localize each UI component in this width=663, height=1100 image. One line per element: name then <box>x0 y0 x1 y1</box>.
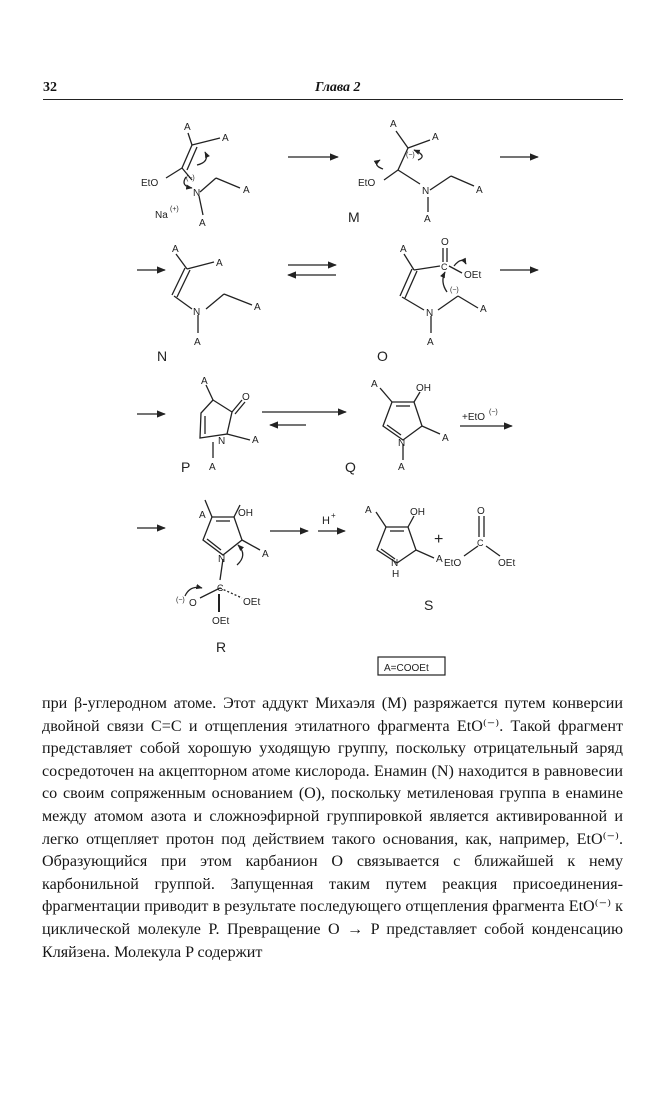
label-P: P <box>181 459 191 475</box>
conjugate-base-O <box>400 248 478 333</box>
atom-OEt: OEt <box>464 270 482 281</box>
atom-A: A <box>442 433 449 444</box>
atom-A: A <box>262 549 269 560</box>
atom-N: N <box>218 554 226 565</box>
atom-OEt: OEt <box>243 597 261 608</box>
label-Q: Q <box>345 459 356 475</box>
atom-A: A <box>194 337 201 348</box>
atom-OEt: OEt <box>498 558 516 569</box>
label-N: N <box>157 348 168 364</box>
atom-A: A <box>436 554 443 565</box>
atom-N: N <box>193 188 201 199</box>
hydroxypyrrole-Q <box>380 388 440 460</box>
atom-A: A <box>216 258 223 269</box>
atom-OH: OH <box>238 508 253 519</box>
atom-A: A <box>424 214 431 225</box>
atom-O: O <box>189 598 197 609</box>
body-text <box>42 693 623 964</box>
atom-A: A <box>427 337 434 348</box>
atom-A: A <box>398 462 405 473</box>
chapter-title: Глава 2 <box>315 80 361 95</box>
atom-Na: Na <box>155 210 168 221</box>
starting-material <box>166 133 240 215</box>
atom-A: A <box>222 133 229 144</box>
atom-A: A <box>432 132 439 143</box>
atom-OEt: OEt <box>212 616 230 627</box>
minus-charge: (−) <box>176 597 185 604</box>
atom-A: A <box>201 376 208 387</box>
atom-O: O <box>242 392 250 403</box>
label-R: R <box>216 639 227 655</box>
legend-text: A=COOEt <box>384 663 429 674</box>
label-O: O <box>377 348 388 364</box>
label-M: M <box>348 209 360 225</box>
atom-OH: OH <box>416 383 431 394</box>
minus-charge: (−) <box>406 152 415 159</box>
atom-A: A <box>400 244 407 255</box>
atom-N: N <box>218 436 226 447</box>
reagent-ethoxide-charge: (−) <box>489 409 498 416</box>
atom-EtO: EtO <box>358 178 376 189</box>
michael-adduct-M <box>377 131 474 212</box>
atom-A: A <box>199 218 206 229</box>
hydroxypyrrole-S <box>376 512 434 563</box>
atom-N: N <box>398 438 406 449</box>
atom-A: A <box>254 302 261 313</box>
atom-A: A <box>252 435 259 446</box>
enamine-N <box>172 254 252 333</box>
atom-N: N <box>426 308 434 319</box>
atom-A: A <box>365 505 372 516</box>
atom-C: C <box>441 262 448 272</box>
reagent-proton-charge: + <box>331 511 336 520</box>
atom-A: A <box>184 122 191 133</box>
atom-A: A <box>243 185 250 196</box>
reagent-proton: H <box>322 515 330 527</box>
atom-C: C <box>477 538 484 548</box>
body-paragraph: при β-углеродном атоме. Этот аддукт Михаэля (M) разряжается путем конверсии двойной связи C=C и отщепления этилатного фрагмента EtO⁽⁻⁾. Такой фрагмент представляет собой хорошую уходящую группу, поскольку отрицательный заряд сосредоточен на акцепторном атоме кислорода. Енамин (N) находится в равновесии со своим сопряженным основанием (O), поскольку метиленовая группа в енамине между атомом азота и сложноэфирной группировкой является активированной и легко отщепляет протон под действием такого основания, как, например, EtO⁽⁻⁾. Образующийся при этом карбанион O связывается с ближайшей к нему карбонильной группой. Запущенная таким путем реакция присоединения-фрагментации приводит в результате последующего отщепления фрагмента EtO⁽⁻⁾ к циклической молекуле P. Превращение O → P представляет собой конденсацию Кляйзена. Молекула P содержит <box>42 695 623 961</box>
plus-sign: + <box>434 531 444 548</box>
diethyl-carbonate <box>464 516 500 556</box>
minus-charge: (−) <box>450 287 459 294</box>
atom-A: A <box>371 379 378 390</box>
atom-H: H <box>392 569 400 580</box>
atom-O: O <box>441 237 449 248</box>
atom-A: A <box>172 244 179 255</box>
atom-A: A <box>199 510 206 521</box>
reagent-ethoxide: +EtO <box>462 412 486 423</box>
plus-charge: (+) <box>170 206 179 213</box>
atom-EtO: EtO <box>141 178 159 189</box>
page-number: 32 <box>43 80 57 95</box>
atom-A: A <box>390 119 397 130</box>
atom-OH: OH <box>410 507 425 518</box>
atom-C: C <box>217 583 224 593</box>
atom-EtO: EtO <box>444 558 462 569</box>
minus-charge: (−) <box>186 175 195 182</box>
atom-A: A <box>480 304 487 315</box>
atom-N: N <box>391 558 399 569</box>
label-S: S <box>424 597 434 613</box>
atom-A: A <box>476 185 483 196</box>
atom-N: N <box>193 307 201 318</box>
atom-O: O <box>477 506 485 517</box>
atom-N: N <box>422 186 430 197</box>
atom-A: A <box>209 462 216 473</box>
